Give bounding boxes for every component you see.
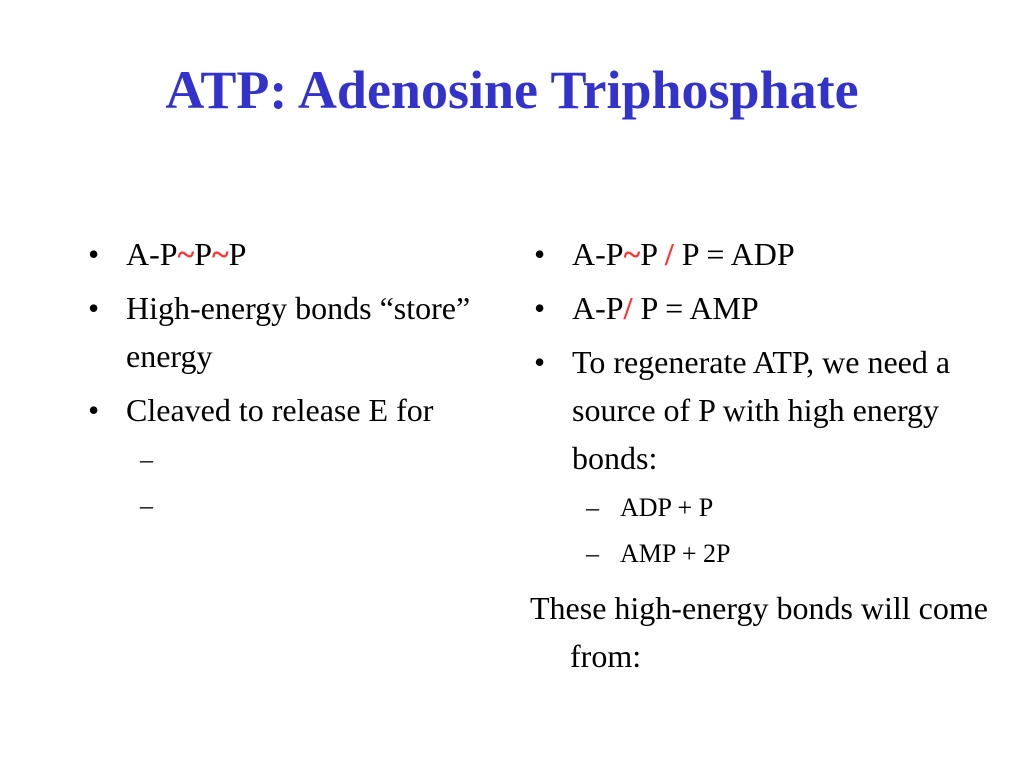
high-energy-bond-symbol: ~: [623, 236, 641, 272]
right-sub-item-amp-2p: [580, 534, 990, 574]
high-energy-bond-symbol: ~: [177, 236, 195, 272]
bullet-dot: •: [88, 392, 100, 428]
left-column: [84, 230, 504, 532]
bullet-dot: •: [534, 344, 546, 380]
left-bullet-store-energy: [84, 284, 504, 380]
formula-part: P: [228, 236, 247, 272]
bullet-text: High-energy bonds “store” energy: [126, 290, 471, 374]
slide-title: ATP: Adenosine Triphosphate: [165, 60, 859, 120]
bullet-text: To regenerate ATP, we need a source of P with high energy bonds:: [572, 344, 951, 476]
formula-part: A-P: [572, 236, 624, 272]
right-sub-item-adp-p: [580, 488, 990, 528]
bullet-text: Cleaved to release E for: [126, 392, 434, 428]
sub-text: AMP + 2P: [620, 539, 731, 568]
right-plain-text: These high-energy bonds will come from:: [530, 590, 988, 674]
sub-dash: –: [140, 445, 153, 474]
bullet-dot: •: [534, 290, 546, 326]
formula-part: P = ADP: [673, 236, 795, 272]
sub-text: ADP + P: [620, 493, 714, 522]
formula-part: A-P: [572, 290, 624, 326]
sub-dash: –: [586, 493, 599, 522]
right-bullet-amp: [530, 284, 990, 332]
left-bullet-cleaved: [84, 386, 504, 434]
bullet-dot: •: [534, 236, 546, 272]
formula-part: P: [194, 236, 212, 272]
sub-dash: –: [140, 491, 153, 520]
bullet-dot: •: [88, 290, 100, 326]
left-sub-item: [134, 440, 504, 480]
formula-part: P = AMP: [632, 290, 759, 326]
right-column: [530, 230, 990, 680]
sub-dash: –: [586, 539, 599, 568]
formula-part: P: [640, 236, 665, 272]
right-bullet-regenerate: [530, 338, 990, 482]
left-sub-item: [134, 486, 504, 526]
right-bullet-adp: [530, 230, 990, 278]
formula-part: A-P: [126, 236, 178, 272]
left-bullet-atp-formula: [84, 230, 504, 278]
bond-break-symbol: /: [623, 290, 633, 326]
bond-break-symbol: /: [664, 236, 674, 272]
high-energy-bond-symbol: ~: [212, 236, 229, 272]
bullet-dot: •: [88, 236, 100, 272]
